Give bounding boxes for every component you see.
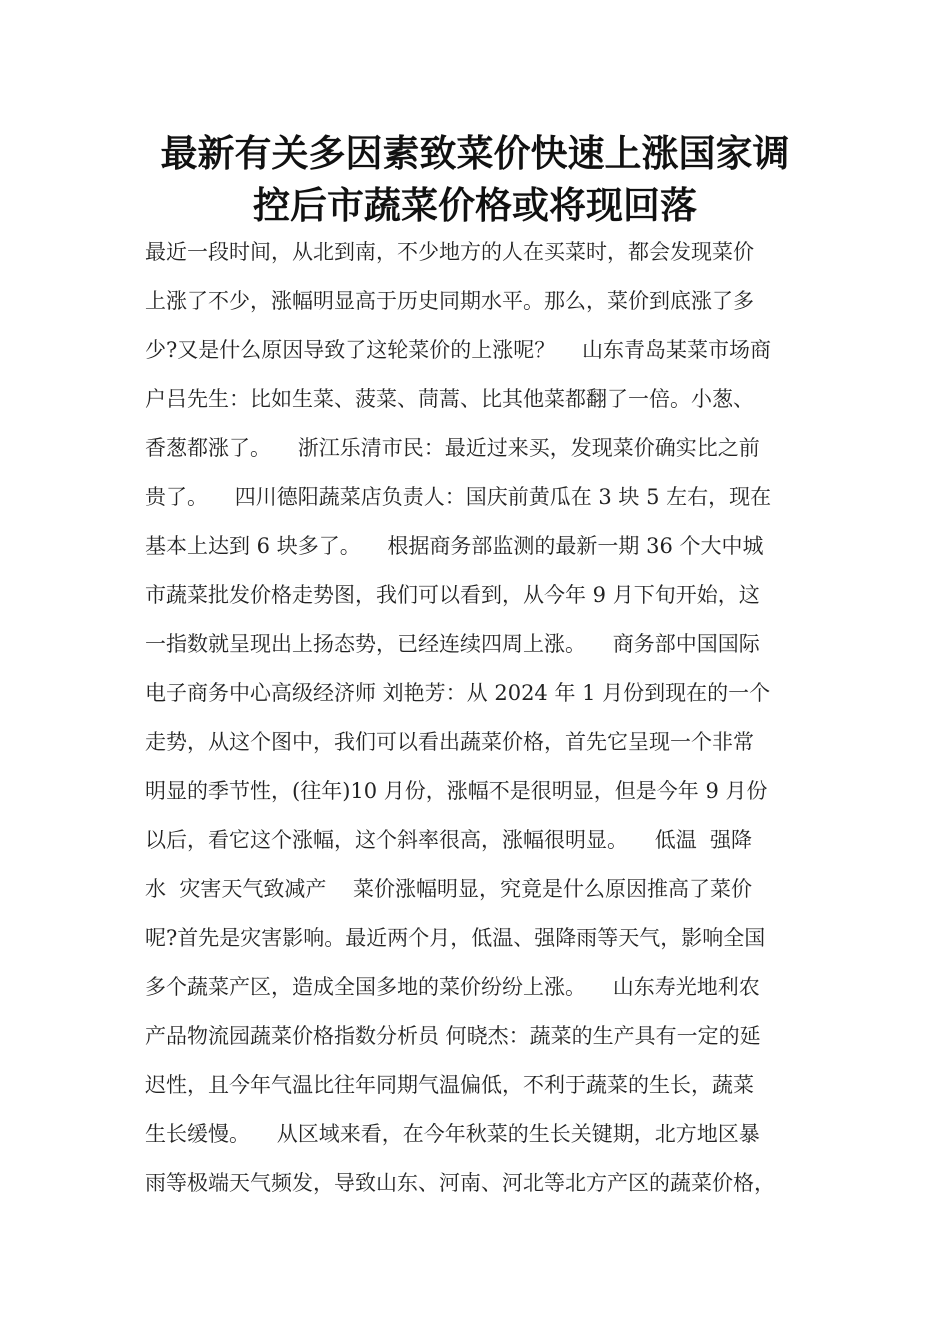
body-line: 电子商务中心高级经济师 刘艳芳：从 2024 年 1 月份到现在的一个 xyxy=(145,681,771,705)
body-line: 香葱都涨了。 浙江乐清市民：最近过来买，发现菜价确实比之前 xyxy=(145,436,760,460)
body-line: 呢?首先是灾害影响。最近两个月，低温、强降雨等天气，影响全国 xyxy=(145,926,766,950)
title-line-1: 最新有关多因素致菜价快速上涨国家调 xyxy=(160,132,790,175)
body-line: 水 灾害天气致减产 菜价涨幅明显，究竟是什么原因推高了菜价 xyxy=(145,877,753,901)
body-line: 上涨了不少，涨幅明显高于历史同期水平。那么，菜价到底涨了多 xyxy=(145,289,754,313)
body-line: 以后，看它这个涨幅，这个斜率很高，涨幅很明显。 低温 强降 xyxy=(145,828,753,852)
body-line: 市蔬菜批发价格走势图，我们可以看到，从今年 9 月下旬开始，这 xyxy=(145,583,760,607)
body-line: 迟性，且今年气温比往年同期气温偏低，不利于蔬菜的生长，蔬菜 xyxy=(145,1073,754,1097)
body-line: 基本上达到 6 块多了。 根据商务部监测的最新一期 36 个大中城 xyxy=(145,534,764,558)
title-line-2: 控后市蔬菜价格或将现回落 xyxy=(253,184,697,227)
article-body xyxy=(145,228,825,1208)
body-line: 雨等极端天气频发，导致山东、河南、河北等北方产区的蔬菜价格， xyxy=(145,1171,775,1195)
body-line: 走势，从这个图中，我们可以看出蔬菜价格，首先它呈现一个非常 xyxy=(145,730,754,754)
body-line: 户吕先生：比如生菜、菠菜、茼蒿、比其他菜都翻了一倍。小葱、 xyxy=(145,387,754,411)
body-line: 贵了。 四川德阳蔬菜店负责人：国庆前黄瓜在 3 块 5 左右，现在 xyxy=(145,485,772,509)
body-line: 生长缓慢。 从区域来看，在今年秋菜的生长关键期，北方地区暴 xyxy=(145,1122,760,1146)
body-line: 一指数就呈现出上扬态势，已经连续四周上涨。 商务部中国国际 xyxy=(145,632,760,656)
body-line: 少?又是什么原因导致了这轮菜价的上涨呢？ 山东青岛某菜市场商 xyxy=(145,338,771,362)
body-line: 明显的季节性，(往年)10 月份，涨幅不是很明显，但是今年 9 月份 xyxy=(145,779,768,803)
body-line: 产品物流园蔬菜价格指数分析员 何晓杰：蔬菜的生产具有一定的延 xyxy=(145,1024,761,1048)
body-line: 多个蔬菜产区，造成全国多地的菜价纷纷上涨。 山东寿光地利农 xyxy=(145,975,760,999)
body-line: 最近一段时间，从北到南，不少地方的人在买菜时，都会发现菜价 xyxy=(145,240,754,264)
document-title xyxy=(100,128,850,232)
